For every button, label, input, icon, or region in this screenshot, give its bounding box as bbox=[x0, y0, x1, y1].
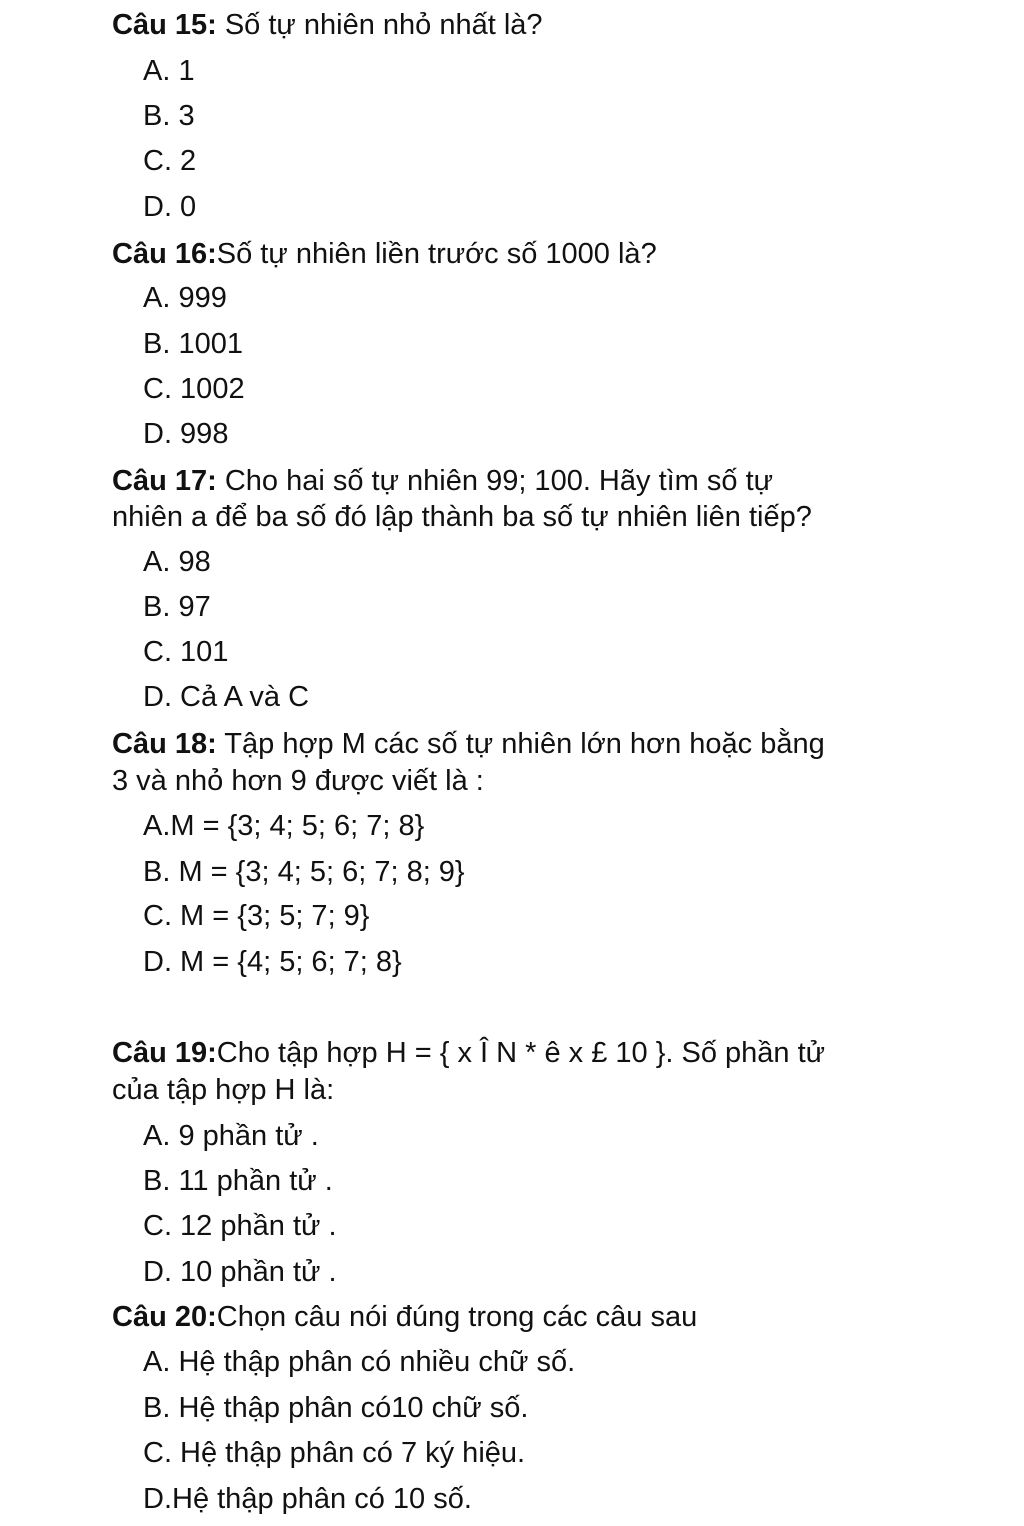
option-15-b: B. 3 bbox=[143, 100, 195, 132]
option-17-d: D. Cả A và C bbox=[143, 681, 310, 713]
option-20-d: D.Hệ thập phân có 10 số. bbox=[143, 1483, 472, 1515]
option-18-b: B. M = {3; 4; 5; 6; 7; 8; 9} bbox=[143, 856, 465, 888]
option-16-d: D. 998 bbox=[143, 418, 229, 450]
question-19-continued: của tập hợp H là: bbox=[112, 1074, 335, 1106]
question-15 bbox=[112, 8, 543, 42]
option-16-b: B. 1001 bbox=[143, 328, 243, 360]
option-16-a: A. 999 bbox=[143, 282, 227, 314]
option-20-a: A. Hệ thập phân có nhiều chữ số. bbox=[143, 1346, 576, 1378]
option-17-b: B. 97 bbox=[143, 591, 211, 623]
option-19-c: C. 12 phần tử . bbox=[143, 1210, 337, 1242]
question-label: Câu 20: bbox=[112, 1301, 217, 1333]
option-17-c: C. 101 bbox=[143, 636, 229, 668]
option-18-d: D. M = {4; 5; 6; 7; 8} bbox=[143, 946, 402, 978]
question-19 bbox=[112, 1036, 825, 1070]
question-text: Cho tập hợp H = { x Î N * ê x £ 10 }. Số phần tử bbox=[216, 1037, 826, 1069]
option-19-b: B. 11 phần tử . bbox=[143, 1165, 333, 1197]
question-label: Câu 19: bbox=[112, 1037, 217, 1069]
option-20-b: B. Hệ thập phân có10 chữ số. bbox=[143, 1392, 529, 1424]
question-16 bbox=[112, 237, 657, 271]
question-text: Số tự nhiên nhỏ nhất là? bbox=[216, 9, 543, 41]
question-18-continued: 3 và nhỏ hơn 9 được viết là : bbox=[112, 765, 484, 797]
question-label: Câu 18: bbox=[112, 728, 217, 760]
question-label: Câu 16: bbox=[112, 238, 217, 270]
question-text: Cho hai số tự nhiên 99; 100. Hãy tìm số tự bbox=[216, 465, 774, 497]
question-label: Câu 17: bbox=[112, 465, 217, 497]
option-15-d: D. 0 bbox=[143, 191, 197, 223]
question-label: Câu 15: bbox=[112, 9, 217, 41]
question-text: Chọn câu nói đúng trong các câu sau bbox=[216, 1301, 698, 1333]
question-17 bbox=[112, 464, 773, 498]
option-18-a: A.M = {3; 4; 5; 6; 7; 8} bbox=[143, 810, 425, 842]
question-text: Tập hợp M các số tự nhiên lớn hơn hoặc bằng bbox=[216, 728, 825, 760]
option-18-c: C. M = {3; 5; 7; 9} bbox=[143, 900, 370, 932]
option-17-a: A. 98 bbox=[143, 546, 211, 578]
option-19-d: D. 10 phần tử . bbox=[143, 1256, 337, 1288]
option-15-c: C. 2 bbox=[143, 145, 197, 177]
question-17-continued: nhiên a để ba số đó lập thành ba số tự nhiên liên tiếp? bbox=[112, 501, 812, 533]
option-16-c: C. 1002 bbox=[143, 373, 245, 405]
question-20 bbox=[112, 1300, 697, 1334]
question-text: Số tự nhiên liền trước số 1000 là? bbox=[216, 238, 657, 270]
question-18 bbox=[112, 727, 825, 761]
option-20-c: C. Hệ thập phân có 7 ký hiệu. bbox=[143, 1437, 526, 1469]
option-15-a: A. 1 bbox=[143, 55, 195, 87]
option-19-a: A. 9 phần tử . bbox=[143, 1120, 319, 1152]
